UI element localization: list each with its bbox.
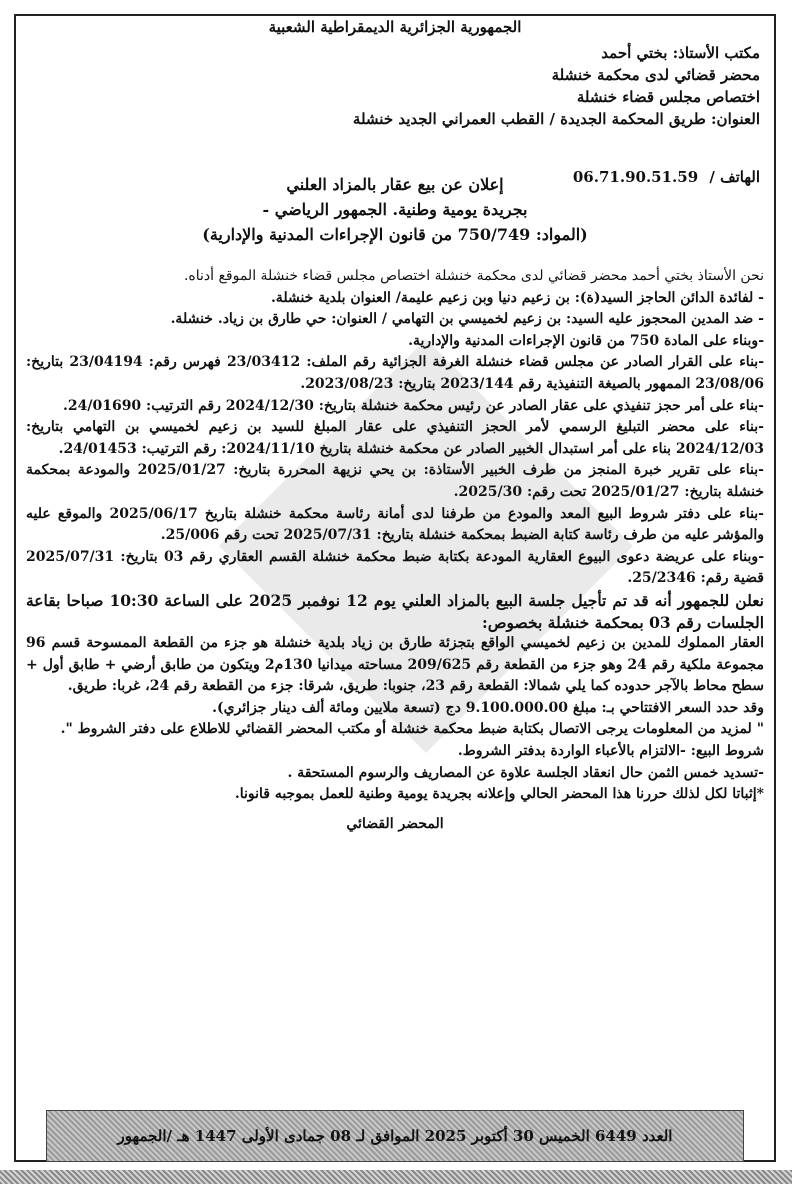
title-line-1: إعلان عن بيع عقار بالمزاد العلني: [286, 175, 504, 194]
office-block: [30, 42, 760, 130]
title-line-3: (المواد: 750/749 من قانون الإجراءات المدنية والإدارية): [202, 225, 588, 244]
basis-line: -بناء على القرار الصادر عن مجلس قضاء خنشلة الغرفة الجزائية رقم الملف: 23/03412 فهرس رقم: 23/04194 بتاريخ: 23/08/06 الممهور بالصيغة التنفيذية رقم 2023/144 بتاريخ: 2023/08/23.: [26, 354, 765, 392]
debtor-line: - ضد المدين المحجوز عليه السيد: بن زعيم لخميسي بن التهامي / العنوان: حي طارق بن زياد. خنشلة.: [170, 311, 764, 328]
issue-text: العدد 6449 الخميس 30 أكتوبر 2025 الموافق لـ 08 جمادى الأولى 1447 هـ /الجمهور: [117, 1127, 673, 1145]
basis-line: -بناء على أمر حجز تنفيذي على عقار الصادر عن رئيس محكمة خنشلة بتاريخ: 2024/12/30 رقم الترتيب: 24/01690.: [63, 397, 764, 414]
property-description: العقار المملوك للمدين بن زعيم لخميسي الواقع بتجزئة طارق بن زياد بلدية خنشلة هو جزء من القطعة الممسوحة قسم 96 مجموعة ملكية رقم 24 وهو جزء من القطعة رقم 209/625 مساحته ميدانيا 130م2 ويتكون من طابق أرضي + طابق أول + سطح محاط بالآجر حدوده كما يلي شمالا: القطعة رقم 23، جنوبا: طريق، شرقا: جزء من القطعة رقم 24، غربا: طريق.: [26, 635, 764, 695]
title-line-2: بجريدة يومية وطنية. الجمهور الرياضي -: [262, 200, 528, 219]
phone-label: الهاتف /: [709, 168, 760, 186]
announcement: نعلن للجمهور أنه قد تم تأجيل جلسة البيع بالمزاد العلني يوم 12 نوفمبر 2025 على الساعة 10:30 صباحا بقاعة الجلسات رقم 03 بمحكمة خنشلة بخصوص:: [26, 590, 764, 632]
notice-frame: [14, 14, 776, 1162]
basis-line: -بناء على محضر التبليغ الرسمي لأمر الحجز التنفيذي على عقار المبلغ للسيد بن زعيم لخميسي بن التهامي بتاريخ: 2024/12/03 بناء على أمر استبدال الخبير الصادر عن محكمة خنشلة بتاريخ 2024/11/10: رقم الترتيب: 24/01453.: [26, 419, 764, 457]
notice-body: [26, 266, 764, 835]
basis-line: -وبناء على عريضة دعوى البيوع العقارية المودعة بكتابة ضبط محكمة خنشلة القسم العقاري رقم 03 بتاريخ: 2025/07/31 قضية رقم: 25/2346.: [26, 548, 764, 587]
basis-line: -بناء على تقرير خبرة المنجز من طرف الخبير الأستاذة: بن يحي نزيهة المحررة بتاريخ: 2025/01/27 والمودعة بمحكمة خنشلة بتاريخ: 2025/01/27 تحت رقم: 2025/30.: [26, 462, 764, 500]
creditor-line: - لفائدة الدائن الحاجز السيد(ة): بن زعيم دنيا وبن زعيم عليمة/ العنوان بلدية خنشلة.: [270, 289, 764, 306]
office-jurisdiction: اختصاص مجلس قضاء خنشلة: [576, 88, 760, 106]
closing-statement: *إثباتا لكل لذلك حررنا هذا المحضر الحالي وإعلانه بجريدة يومية وطنية للعمل بموجبه قانونا.: [234, 786, 764, 803]
issue-footer: [46, 1110, 744, 1162]
basis-line: -وبناء على المادة 750 من قانون الإجراءات المدنية والإدارية.: [408, 332, 764, 349]
republic-heading: الجمهورية الجزائرية الديمقراطية الشعبية: [268, 18, 522, 36]
sale-terms: -تسديد خمس الثمن حال انعقاد الجلسة علاوة عن المصاريف والرسوم المستحقة .: [287, 764, 764, 781]
info-note: " لمزيد من المعلومات يرجى الاتصال بكتابة ضبط محكمة خنشلة أو مكتب المحضر القضائي للاطلاع على دفتر الشروط ".: [60, 721, 764, 738]
sale-terms: شروط البيع: -الالتزام بالأعباء الواردة بدفتر الشروط.: [457, 743, 764, 760]
opening-price: وقد حدد السعر الافتتاحي بـ: مبلغ 9.100.000.00 دج (تسعة ملايين ومائة ألف دينار جزائري).: [212, 699, 764, 716]
page-edge-strip: [0, 1170, 792, 1184]
intro-paragraph: نحن الأستاذ بختي أحمد محضر قضائي لدى محكمة خنشلة اختصاص مجلس قضاء خنشلة الموقع أدناه.: [183, 268, 764, 284]
office-address: العنوان: طريق المحكمة الجديدة / القطب العمراني الجديد خنشلة: [352, 110, 760, 128]
office-court: محضر قضائي لدى محكمة خنشلة: [551, 66, 760, 84]
basis-line: -بناء على دفتر شروط البيع المعد والمودع من طرفنا لدى أمانة رئاسة محكمة خنشلة بتاريخ 2025/06/17 والموقع عليه والمؤشر عليه من طرف رئاسة كتابة الضبط بمحكمة خنشلة بتاريخ: 2025/07/31 تحت رقم 25/006.: [26, 505, 764, 544]
notice-title: [16, 172, 774, 247]
office-name: مكتب الأستاذ: بختي أحمد: [601, 44, 760, 62]
signature: المحضر القضائي: [346, 815, 444, 832]
phone-number: 06.71.90.51.59: [572, 168, 699, 186]
